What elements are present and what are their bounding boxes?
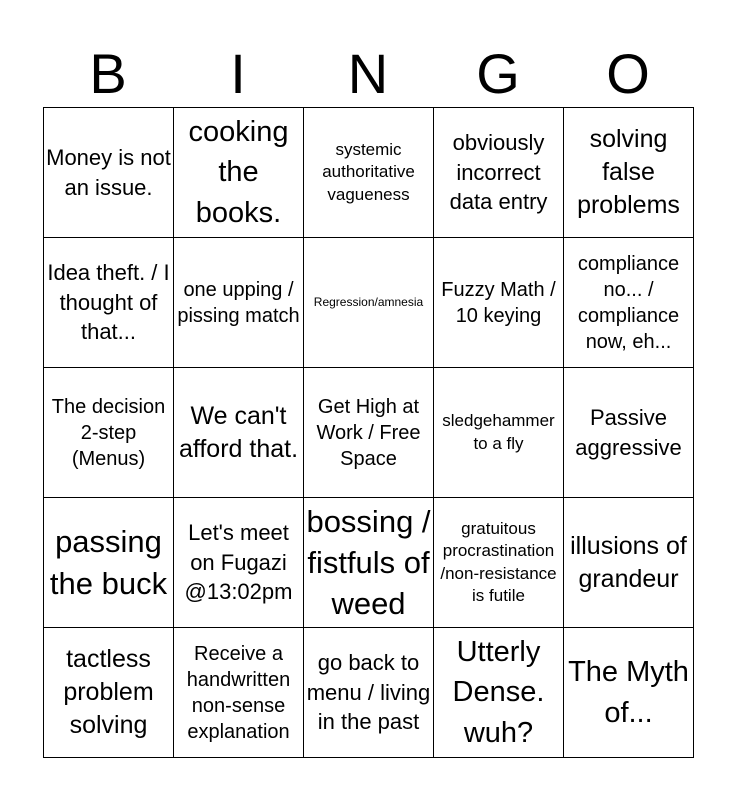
bingo-grid [43, 107, 694, 758]
cell-text: obviously incorrect data entry [449, 129, 548, 215]
bingo-cell[interactable] [304, 628, 434, 758]
bingo-cell[interactable] [564, 238, 694, 368]
bingo-cell[interactable] [434, 238, 564, 368]
bingo-cell[interactable] [174, 238, 304, 368]
bingo-cell[interactable] [304, 108, 434, 238]
cell-text: Money is not an issue. [46, 144, 171, 200]
bingo-header [43, 38, 693, 108]
bingo-cell[interactable] [44, 108, 174, 238]
cell-text: Get High at Work / Free Space [316, 395, 421, 470]
cell-text: Utterly Dense. wuh? [452, 636, 545, 749]
bingo-cell[interactable] [434, 628, 564, 758]
bingo-cell[interactable] [304, 498, 434, 628]
bingo-cell[interactable] [434, 108, 564, 238]
cell-text: Regression/amnesia [313, 295, 424, 310]
cell-text: The decision 2-step (Menus) [51, 395, 166, 470]
cell-text: Let's meet on Fugazi @13:02pm [184, 519, 293, 605]
bingo-cell[interactable] [174, 498, 304, 628]
bingo-cell[interactable] [174, 628, 304, 758]
header-letter-g: G [476, 41, 520, 105]
cell-text: solving false problems [577, 125, 680, 219]
cell-text: gratuitous procrastination /non-resistance is futile [440, 519, 557, 605]
cell-text: Receive a handwritten non-sense explanation [186, 642, 291, 743]
cell-text: Passive aggressive [575, 404, 682, 460]
header-letter-n: N [347, 41, 389, 105]
cell-text: Idea theft. / I thought of that... [47, 259, 170, 345]
header-letter-b: B [89, 41, 127, 105]
bingo-cell[interactable] [44, 498, 174, 628]
cell-text: cooking the books. [188, 116, 289, 229]
bingo-cell[interactable] [564, 108, 694, 238]
cell-text: Fuzzy Math / 10 keying [441, 278, 556, 327]
cell-text: The Myth of... [568, 656, 689, 729]
cell-text: go back to menu / living in the past [306, 649, 431, 735]
cell-text: passing the buck [49, 524, 168, 601]
bingo-cell[interactable] [564, 498, 694, 628]
bingo-cell[interactable] [174, 368, 304, 498]
cell-text: bossing / fistfuls of weed [306, 503, 431, 622]
bingo-cell[interactable] [304, 238, 434, 368]
cell-text: compliance no... / compliance now, eh... [577, 252, 680, 353]
cell-text: systemic authoritative vagueness [322, 140, 415, 204]
cell-text: tactless problem solving [63, 645, 154, 739]
bingo-cell[interactable] [44, 628, 174, 758]
bingo-cell[interactable] [434, 368, 564, 498]
header-letter-o: O [606, 41, 650, 105]
bingo-cell[interactable] [44, 368, 174, 498]
cell-text: We can't afford that. [178, 401, 299, 463]
bingo-cell[interactable] [174, 108, 304, 238]
header-letter-i: I [230, 41, 246, 105]
bingo-cell[interactable] [564, 368, 694, 498]
cell-text: sledgehammer to a fly [442, 411, 555, 453]
bingo-cell[interactable] [304, 368, 434, 498]
bingo-cell[interactable] [44, 238, 174, 368]
cell-text: illusions of grandeur [570, 531, 687, 593]
bingo-cell[interactable] [434, 498, 564, 628]
cell-text: one upping / pissing match [177, 278, 300, 327]
bingo-cell[interactable] [564, 628, 694, 758]
